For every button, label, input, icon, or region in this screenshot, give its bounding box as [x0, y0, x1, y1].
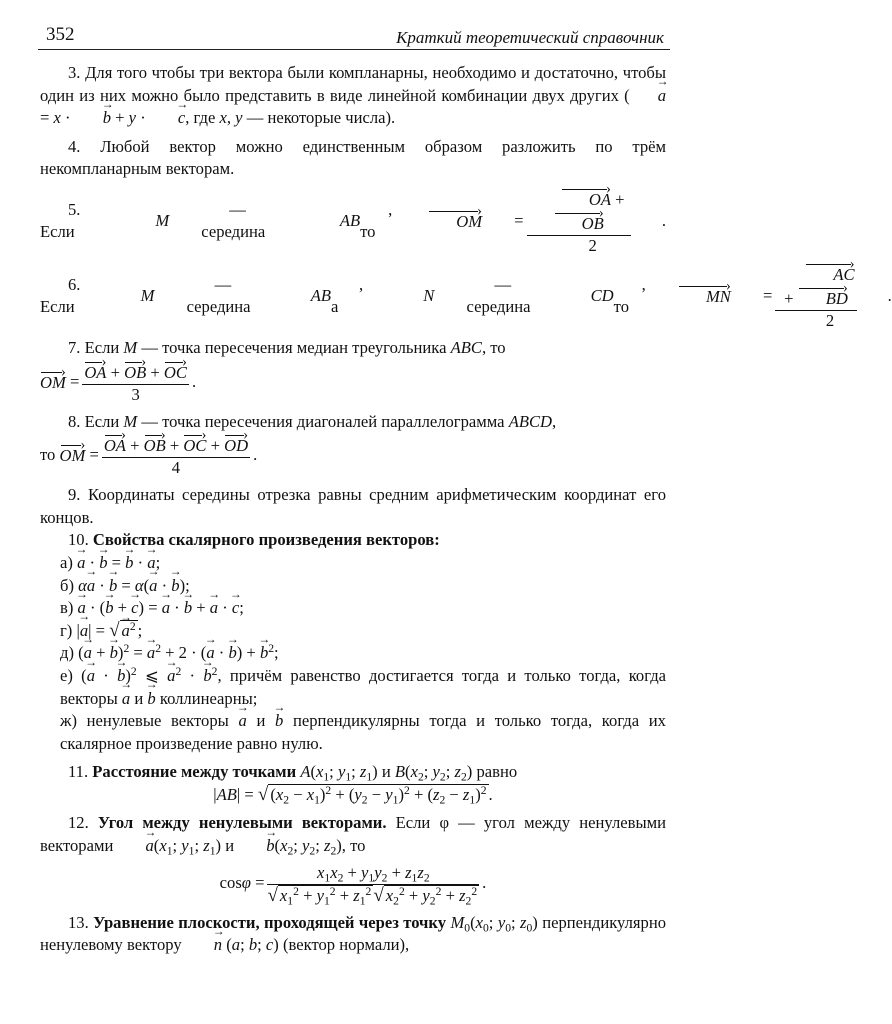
item-10c: в) → a · (→ b + → c) = → a · → b + → a · → c;	[40, 597, 666, 620]
item-11-formula: |AB| = √ $(x_2 - x_1)^2 + (y_2 - y_1)^2 + (z_2 - z_1)^2$ .	[213, 783, 493, 807]
item-3: 3. Для того чтобы три вектора были компланарны, необходимо и достаточно, чтобы один из них можно было представить в виде линейной комбинации двух других (→ a = x · → b + y · → c, где x, y — некоторые числа).	[40, 62, 666, 130]
item-10g: ж) ненулевые векторы → a и → b перпендикулярны тогда и только тогда, когда их скалярное произведение равно нулю.	[40, 710, 666, 755]
page-header	[38, 22, 668, 52]
header-rule	[38, 49, 670, 50]
running-title: Краткий теоретический справочник	[396, 28, 664, 47]
item-8-formula: то OM › = $\frac{OA › + OB › + OC › + OD ›}{4}$ .	[40, 433, 666, 478]
item-10d: г) |→ a| = √→ $a^2$ ;	[40, 620, 666, 643]
item-5: 5. Если M — середина AB , то OM › = $\frac{OA › + OB ›}{2}$ .	[40, 187, 666, 256]
item-10f: е) (→ a · → b)$^2$ ⩽ → $a^2$ · → $b^2$, причём равенство достигается тогда и только тогда, когда векторы → a и → b коллинеарны;	[40, 665, 666, 710]
item-10-title: 10. Свойства скалярного произведения векторов:	[68, 530, 440, 550]
item-10a: а) → a · → b = → b · → a;	[40, 552, 666, 575]
page-body	[40, 62, 892, 957]
item-8: 8. Если M — точка пересечения диагоналей параллелограмма ABCD,	[68, 411, 557, 431]
item-12-formula: cos φ = $\frac{x_1x_2 + y_1y_2 + z_1z_2}{√ x_1^2 + y_1^2 + z_1^2 √ x_2^2 + y_2^2 + z_2^2}$ .	[219, 862, 487, 908]
item-7-formula: OM › = $\frac{OA › + OB › + OC ›}{3}$ .	[40, 360, 666, 405]
item-10e: д) (→ a + → b)$^2$ = → $a^2 + 2$ · (→ a · → b) + → $b^2$;	[40, 642, 666, 665]
item-13: 13. Уравнение плоскости, проходящей через точку $M_0(x_0$; $y_0$; $z_0$) перпендикулярно ненулевому вектору → n (a; b; c) (вектор нормали),	[40, 912, 666, 957]
item-11: 11. Расстояние между точками $A(x_1$; $y_1$; $z_1$) и $B(x_2$; $y_2$; $z_2$) равно	[68, 762, 518, 784]
item-6: 6. Если M — середина AB , а N — середина CD , то MN › = $\frac{AC › + BD ›}{2}$ .	[40, 262, 666, 331]
page-number: 352	[46, 24, 75, 45]
item-12: 12. Угол между ненулевыми векторами. Если φ — угол между ненулевыми векторами → $a(x_1$; $y_1$; $z_1$) $и \to b(x_2$; $y_2$; $z_2$), то	[40, 812, 666, 857]
item-7: 7. Если M — точка пересечения медиан треугольника ABC, то	[68, 337, 506, 357]
item-4: 4. Любой вектор можно единственным образом разложить по трём некомпланарным векторам.	[40, 136, 666, 179]
item-10b: б) α→ a · → b = α(→ a · → b);	[40, 575, 666, 598]
item-9: 9. Координаты середины отрезка равны средним арифметическим координат его концов.	[40, 485, 666, 527]
